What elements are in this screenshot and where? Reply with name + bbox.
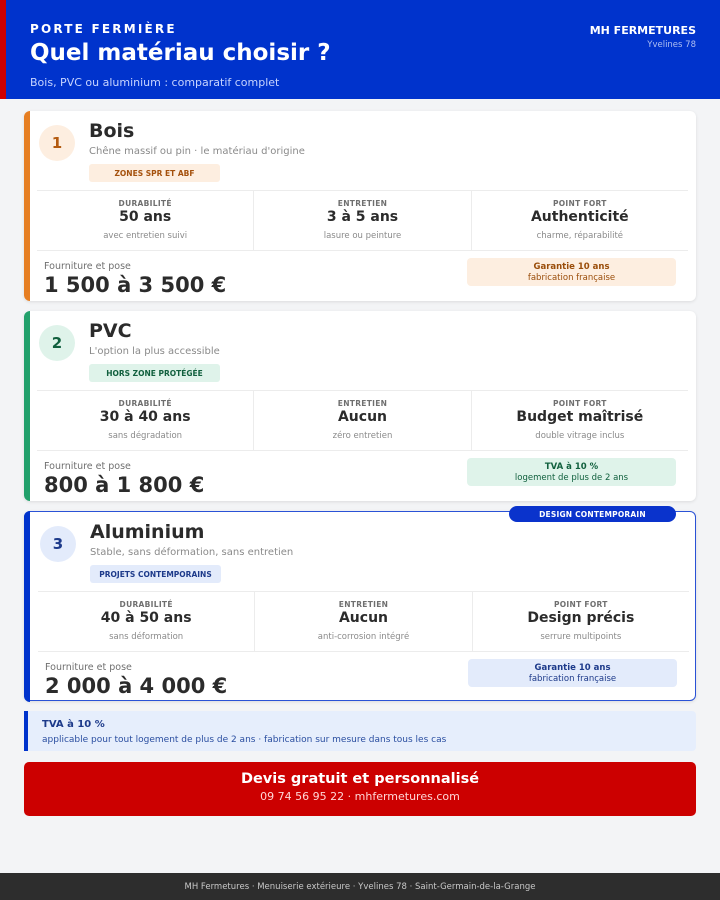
card-title: PVC <box>89 320 132 342</box>
price-label: Fourniture et pose <box>45 662 132 673</box>
cta-contact: 09 74 56 95 22 · mhfermetures.com <box>260 790 460 803</box>
stat-value: Budget maîtrisé <box>516 409 644 425</box>
stat-value: 3 à 5 ans <box>326 209 399 225</box>
stat-value: 30 à 40 ans <box>99 409 191 425</box>
stat-note: serrure multipoints <box>540 632 622 642</box>
card-tag: ZONES SPR ET ABF <box>89 164 220 182</box>
header-eyebrow: PORTE FERMIÈRE <box>30 22 177 36</box>
stat-value: Authenticité <box>530 209 629 225</box>
card-subtitle: Stable, sans déformation, sans entretien <box>90 547 294 558</box>
stat-entretien <box>253 391 470 450</box>
stat-label: ENTRETIEN <box>337 199 388 208</box>
stat-note: sans déformation <box>109 632 184 642</box>
stat-note: anti-corrosion intégré <box>317 632 410 642</box>
card-number-badge: 3 <box>40 526 76 562</box>
stat-entretien <box>254 592 471 651</box>
price-label: Fourniture et pose <box>44 261 131 272</box>
brand-name: MH FERMETURES <box>589 24 696 37</box>
page-header <box>0 0 720 99</box>
page-footer: MH Fermetures · Menuiserie extérieure · Yvelines 78 · Saint-Germain-de-la-Grange <box>0 873 720 900</box>
stat-note: lasure ou peinture <box>323 231 402 241</box>
stat-label: POINT FORT <box>552 399 607 408</box>
stat-label: POINT FORT <box>552 199 607 208</box>
tva-text: applicable pour tout logement de plus de 2 ans · fabrication sur mesure dans tous les cas <box>42 735 447 745</box>
tva-note <box>24 711 696 751</box>
stat-note: sans dégradation <box>108 431 183 441</box>
stat-label: DURABILITÉ <box>118 199 172 208</box>
stat-label: ENTRETIEN <box>337 399 388 408</box>
stat-label: POINT FORT <box>553 600 608 609</box>
card-title: Bois <box>89 120 135 142</box>
stat-value: 50 ans <box>119 209 172 225</box>
stat-value: Aucun <box>337 409 388 425</box>
card-stats <box>37 190 688 251</box>
card-accent-bar <box>24 311 30 501</box>
quote-cta-button[interactable] <box>24 762 696 816</box>
price-badge <box>467 258 676 286</box>
tva-accent-bar <box>24 711 28 751</box>
card-accent-bar <box>24 511 30 702</box>
card-tag: PROJETS CONTEMPORAINS <box>90 565 221 583</box>
card-title: Aluminium <box>90 521 205 543</box>
material-card-bois <box>24 111 696 301</box>
stat-note: zéro entretien <box>332 431 393 441</box>
card-subtitle: Chêne massif ou pin · le matériau d'origine <box>89 146 305 157</box>
card-number-badge: 1 <box>39 125 75 161</box>
page-subtitle: Bois, PVC ou aluminium : comparatif complet <box>30 76 280 89</box>
badge-line1: TVA à 10 % <box>544 462 599 472</box>
stat-label: ENTRETIEN <box>338 600 389 609</box>
tva-title: TVA à 10 % <box>42 719 105 730</box>
stat-durabilite <box>38 592 254 651</box>
badge-line1: Garantie 10 ans <box>534 663 611 673</box>
price-badge <box>468 659 677 687</box>
cta-title: Devis gratuit et personnalisé <box>240 771 480 787</box>
card-number-badge: 2 <box>39 325 75 361</box>
material-card-aluminium <box>24 511 696 701</box>
badge-line2: fabrication française <box>528 674 617 684</box>
badge-line2: fabrication française <box>527 273 616 283</box>
stat-point-fort <box>472 592 689 651</box>
brand-region: Yvelines 78 <box>647 40 696 50</box>
price-value: 2 000 à 4 000 € <box>45 674 228 698</box>
stat-durabilite <box>37 391 253 450</box>
design-ribbon: DESIGN CONTEMPORAIN <box>509 506 676 522</box>
price-value: 1 500 à 3 500 € <box>44 273 227 297</box>
header-accent-bar <box>0 0 6 99</box>
price-label: Fourniture et pose <box>44 461 131 472</box>
material-card-pvc <box>24 311 696 501</box>
stat-point-fort <box>471 391 688 450</box>
card-tag: HORS ZONE PROTÉGÉE <box>89 364 220 382</box>
stat-label: DURABILITÉ <box>119 600 173 609</box>
page-title: Quel matériau choisir ? <box>30 40 331 66</box>
stat-note: double vitrage inclus <box>535 431 625 441</box>
price-value: 800 à 1 800 € <box>44 473 205 497</box>
stat-value: 40 à 50 ans <box>100 610 192 626</box>
badge-line1: Garantie 10 ans <box>533 262 610 272</box>
price-badge <box>467 458 676 486</box>
stat-note: charme, réparabilité <box>536 231 624 241</box>
stat-value: Aucun <box>338 610 389 626</box>
card-subtitle: L'option la plus accessible <box>89 346 220 357</box>
stat-entretien <box>253 191 470 250</box>
stat-note: avec entretien suivi <box>103 231 188 241</box>
stat-label: DURABILITÉ <box>118 399 172 408</box>
badge-line2: logement de plus de 2 ans <box>514 473 629 483</box>
card-stats <box>38 591 689 652</box>
stat-value: Design précis <box>527 610 635 626</box>
stat-point-fort <box>471 191 688 250</box>
stat-durabilite <box>37 191 253 250</box>
card-stats <box>37 390 688 451</box>
card-accent-bar <box>24 111 30 301</box>
